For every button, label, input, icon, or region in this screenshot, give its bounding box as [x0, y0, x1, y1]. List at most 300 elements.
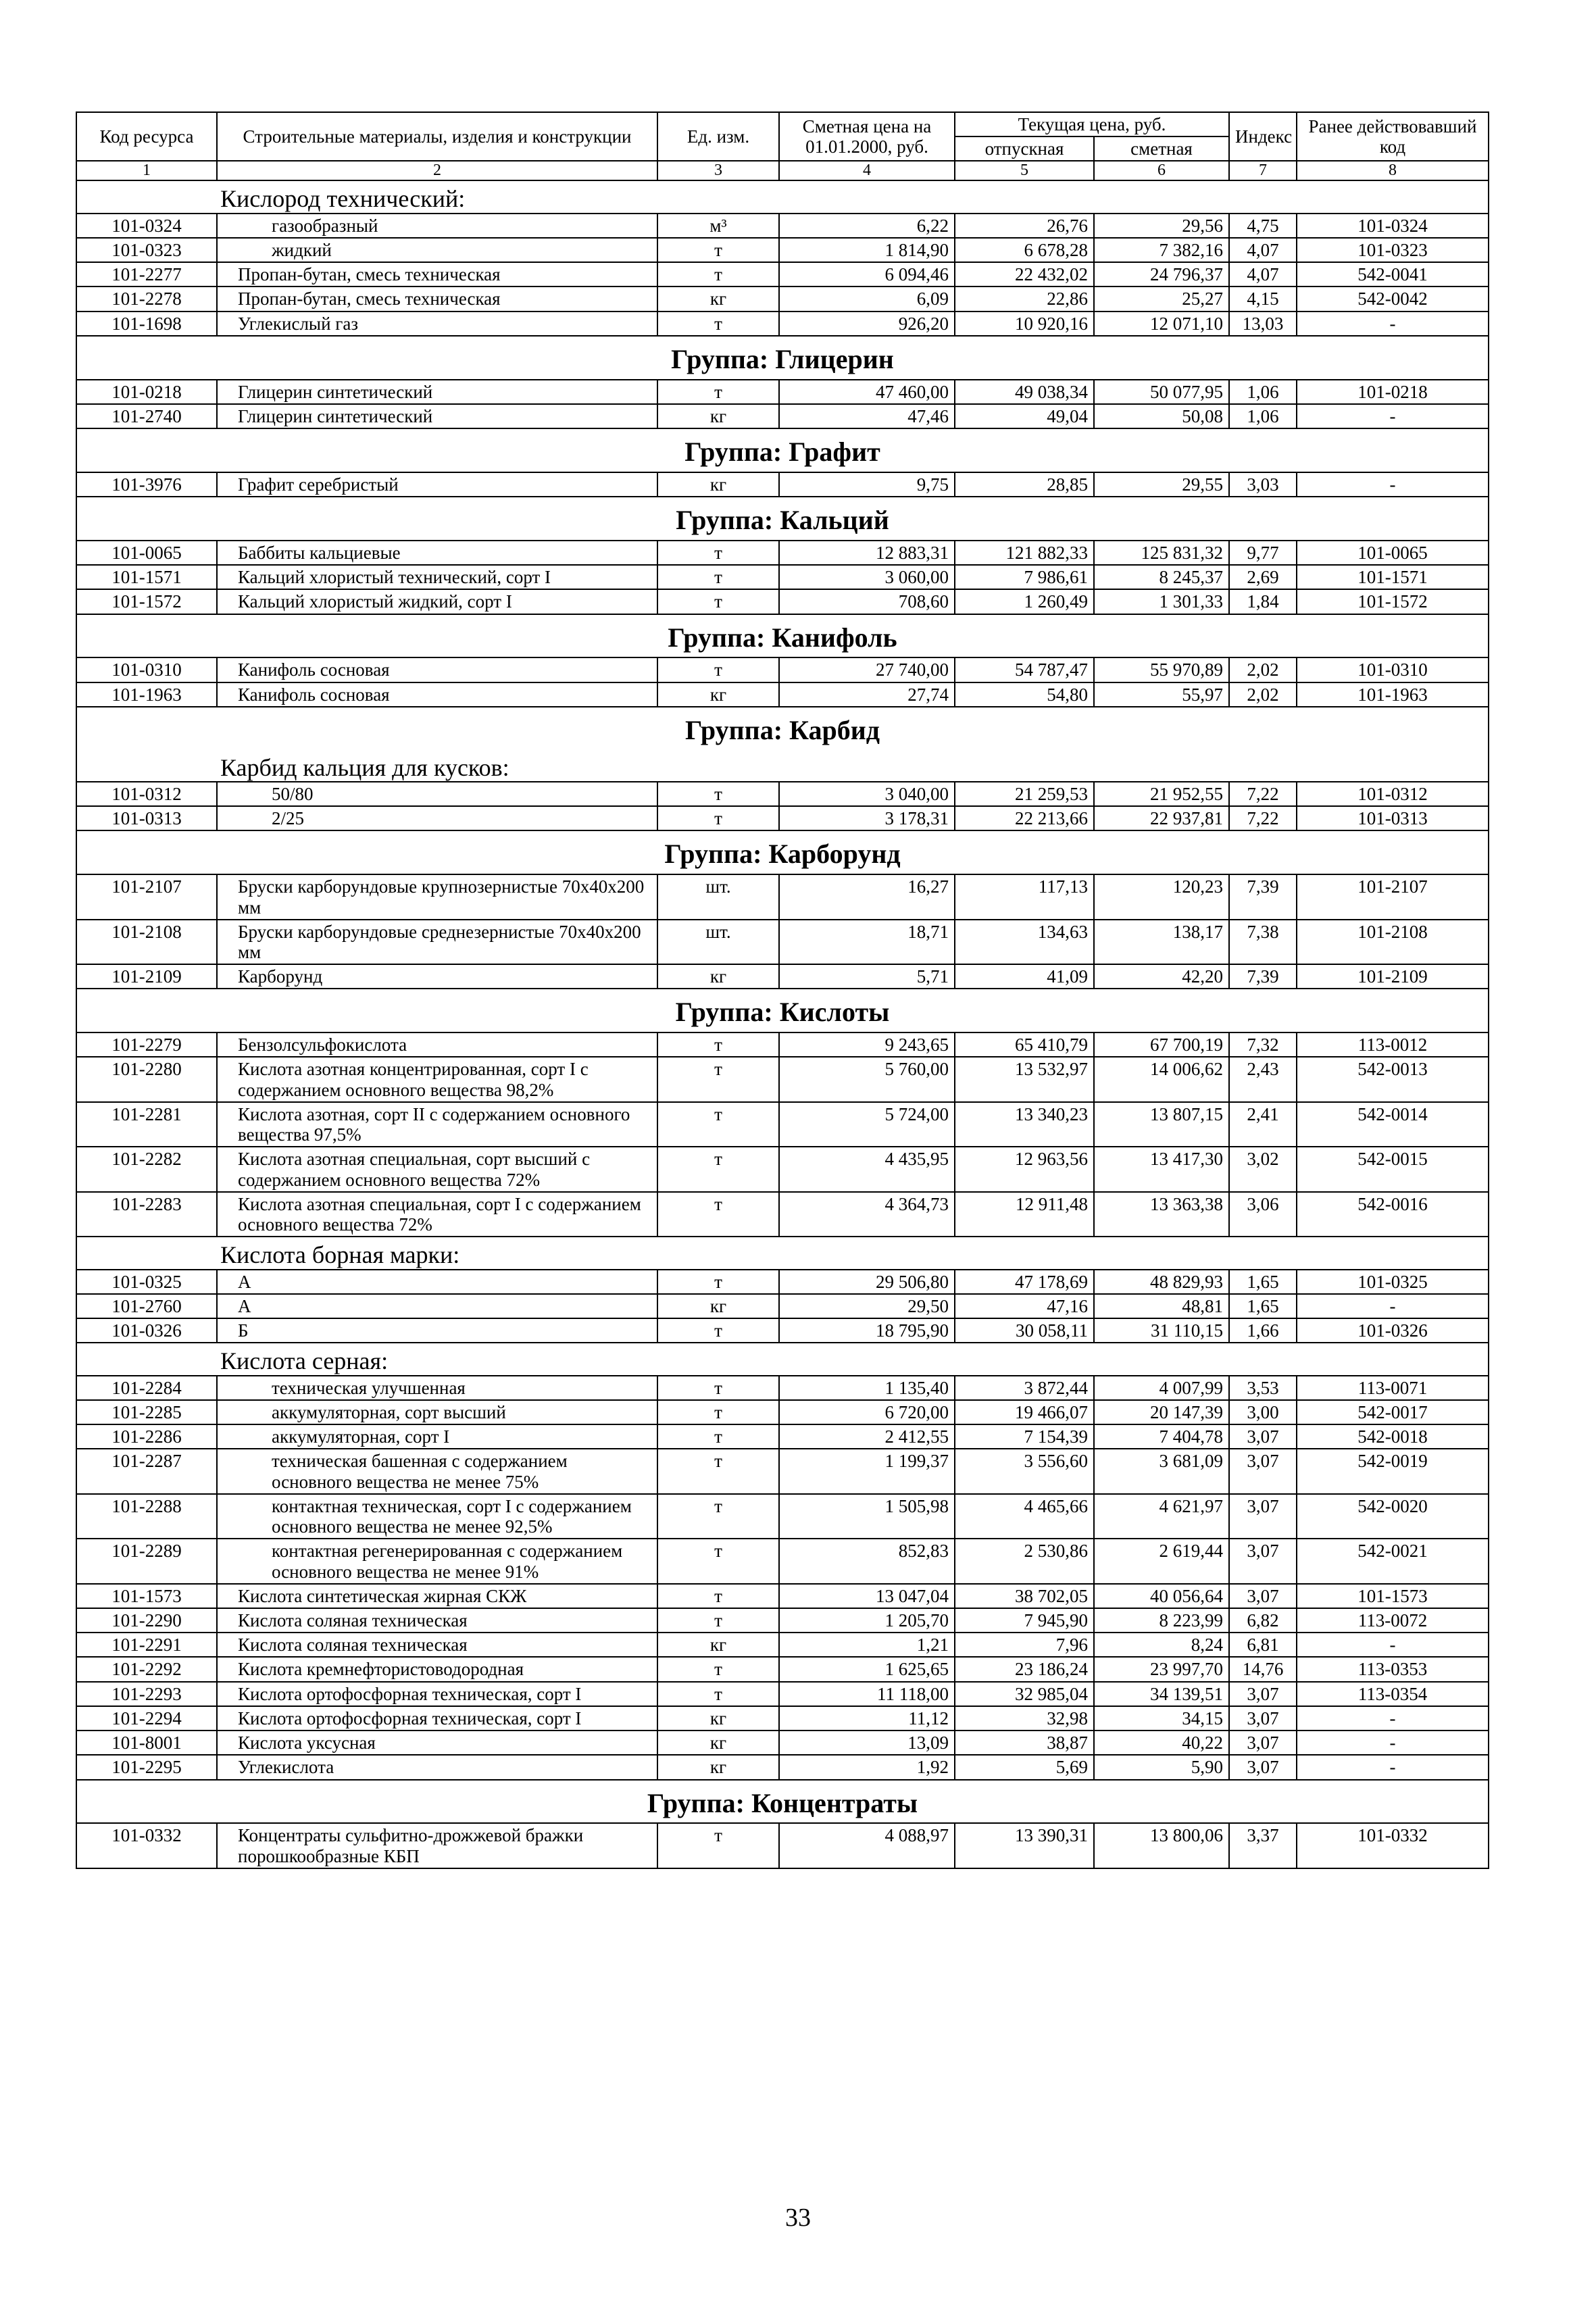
unit: т — [657, 1147, 779, 1191]
resource-code: 101-2286 — [76, 1424, 217, 1449]
table-row — [76, 1494, 1489, 1539]
unit: кг — [657, 964, 779, 989]
resource-code: 101-2280 — [76, 1057, 217, 1101]
unit: кг — [657, 287, 779, 311]
material-name: Кислота соляная техническая — [217, 1608, 657, 1633]
price-index: 13,03 — [1229, 312, 1297, 336]
wholesale-price: 22 432,02 — [955, 262, 1094, 287]
group-heading: Группа: Карборунд — [76, 830, 1489, 874]
material-name: контактная регенерированная с содержанием основного вещества не менее 91% — [217, 1539, 657, 1583]
previous-code: 101-0324 — [1297, 214, 1489, 238]
material-name: Кислота азотная, сорт II с содержанием основного вещества 97,5% — [217, 1102, 657, 1147]
wholesale-price: 10 920,16 — [955, 312, 1094, 336]
material-name: Углекислота — [217, 1755, 657, 1779]
base-price: 926,20 — [779, 312, 955, 336]
col-number: 2 — [217, 161, 657, 180]
resource-code: 101-2287 — [76, 1449, 217, 1493]
resource-code: 101-2282 — [76, 1147, 217, 1191]
unit: кг — [657, 1706, 779, 1731]
resource-code: 101-0323 — [76, 238, 217, 262]
price-index: 3,07 — [1229, 1706, 1297, 1731]
unit: кг — [657, 1633, 779, 1657]
wholesale-price: 38,87 — [955, 1731, 1094, 1755]
estimate-price: 8,24 — [1094, 1633, 1229, 1657]
previous-code: 101-1572 — [1297, 589, 1489, 614]
material-name: Кислота кремнефтористоводородная — [217, 1657, 657, 1681]
estimate-price: 14 006,62 — [1094, 1057, 1229, 1101]
price-index: 7,39 — [1229, 874, 1297, 919]
unit: т — [657, 1318, 779, 1343]
base-price: 3 040,00 — [779, 782, 955, 806]
table-row — [76, 287, 1489, 311]
unit: кг — [657, 404, 779, 428]
price-index: 7,38 — [1229, 920, 1297, 964]
wholesale-price: 49,04 — [955, 404, 1094, 428]
unit: кг — [657, 682, 779, 707]
resource-code: 101-0332 — [76, 1823, 217, 1868]
base-price: 18 795,90 — [779, 1318, 955, 1343]
table-row — [76, 565, 1489, 589]
unit: т — [657, 1657, 779, 1681]
material-name: Пропан-бутан, смесь техническая — [217, 262, 657, 287]
base-price: 13 047,04 — [779, 1584, 955, 1608]
previous-code: 113-0072 — [1297, 1608, 1489, 1633]
resource-code: 101-2288 — [76, 1494, 217, 1539]
table-row — [76, 1057, 1489, 1101]
material-name: Кислота уксусная — [217, 1731, 657, 1755]
resource-code: 101-1572 — [76, 589, 217, 614]
estimate-price: 29,55 — [1094, 472, 1229, 497]
subheading: Кислота серная: — [76, 1343, 1489, 1375]
table-row — [76, 1731, 1489, 1755]
material-name: аккумуляторная, сорт высший — [217, 1400, 657, 1424]
wholesale-price: 7 986,61 — [955, 565, 1094, 589]
estimate-price: 13 417,30 — [1094, 1147, 1229, 1191]
estimate-price: 8 245,37 — [1094, 565, 1229, 589]
col-header-base-price: Сметная цена на 01.01.2000, руб. — [779, 112, 955, 161]
unit: т — [657, 1539, 779, 1583]
resource-code: 101-2290 — [76, 1608, 217, 1633]
previous-code: 101-0312 — [1297, 782, 1489, 806]
table-row — [76, 1539, 1489, 1583]
base-price: 5,71 — [779, 964, 955, 989]
previous-code: 101-0313 — [1297, 806, 1489, 830]
estimate-price: 40 056,64 — [1094, 1584, 1229, 1608]
wholesale-price: 12 963,56 — [955, 1147, 1094, 1191]
price-index: 7,32 — [1229, 1032, 1297, 1057]
table-row — [76, 262, 1489, 287]
base-price: 11 118,00 — [779, 1682, 955, 1706]
page-number: 33 — [785, 2204, 811, 2232]
resource-code: 101-2294 — [76, 1706, 217, 1731]
resource-code: 101-2285 — [76, 1400, 217, 1424]
estimate-price: 24 796,37 — [1094, 262, 1229, 287]
wholesale-price: 1 260,49 — [955, 589, 1094, 614]
previous-code: 113-0354 — [1297, 1682, 1489, 1706]
previous-code: 542-0017 — [1297, 1400, 1489, 1424]
wholesale-price: 54,80 — [955, 682, 1094, 707]
material-name: 2/25 — [217, 806, 657, 830]
previous-code: 542-0014 — [1297, 1102, 1489, 1147]
estimate-price: 22 937,81 — [1094, 806, 1229, 830]
wholesale-price: 13 390,31 — [955, 1823, 1094, 1868]
wholesale-price: 22 213,66 — [955, 806, 1094, 830]
resource-code: 101-2740 — [76, 404, 217, 428]
price-index: 1,06 — [1229, 404, 1297, 428]
estimate-price: 138,17 — [1094, 920, 1229, 964]
col-number: 4 — [779, 161, 955, 180]
wholesale-price: 41,09 — [955, 964, 1094, 989]
group-heading: Группа: Кальций — [76, 497, 1489, 541]
table-row — [76, 1270, 1489, 1294]
table-row — [76, 1449, 1489, 1493]
wholesale-price: 21 259,53 — [955, 782, 1094, 806]
base-price: 27 740,00 — [779, 657, 955, 682]
resource-code: 101-2277 — [76, 262, 217, 287]
wholesale-price: 134,63 — [955, 920, 1094, 964]
group-heading-row — [76, 336, 1489, 380]
price-index: 1,06 — [1229, 380, 1297, 404]
previous-code: 101-0310 — [1297, 657, 1489, 682]
material-name: А — [217, 1270, 657, 1294]
unit: т — [657, 380, 779, 404]
price-index: 3,37 — [1229, 1823, 1297, 1868]
resource-code: 101-2281 — [76, 1102, 217, 1147]
table-row — [76, 541, 1489, 565]
estimate-price: 8 223,99 — [1094, 1608, 1229, 1633]
unit: т — [657, 1032, 779, 1057]
unit: т — [657, 1449, 779, 1493]
group-heading: Группа: Графит — [76, 428, 1489, 472]
wholesale-price: 7 945,90 — [955, 1608, 1094, 1633]
price-index: 2,02 — [1229, 682, 1297, 707]
price-index: 7,39 — [1229, 964, 1297, 989]
price-index: 3,02 — [1229, 1147, 1297, 1191]
price-index: 1,65 — [1229, 1294, 1297, 1318]
price-index: 3,07 — [1229, 1731, 1297, 1755]
price-index: 3,07 — [1229, 1424, 1297, 1449]
wholesale-price: 54 787,47 — [955, 657, 1094, 682]
group-heading: Группа: Кислоты — [76, 989, 1489, 1032]
previous-code: 542-0018 — [1297, 1424, 1489, 1449]
resource-code: 101-1698 — [76, 312, 217, 336]
material-name: Кислота ортофосфорная техническая, сорт I — [217, 1706, 657, 1731]
table-row — [76, 380, 1489, 404]
estimate-price: 50,08 — [1094, 404, 1229, 428]
resource-code: 101-2292 — [76, 1657, 217, 1681]
base-price: 2 412,55 — [779, 1424, 955, 1449]
material-name: Концентраты сульфитно-дрожжевой бражки порошкообразные КБП — [217, 1823, 657, 1868]
material-name: Глицерин синтетический — [217, 380, 657, 404]
base-price: 6,22 — [779, 214, 955, 238]
estimate-price: 48 829,93 — [1094, 1270, 1229, 1294]
col-number: 6 — [1094, 161, 1229, 180]
col-header-prev-code: Ранее действовавший код — [1297, 112, 1489, 161]
estimate-price: 7 382,16 — [1094, 238, 1229, 262]
unit: т — [657, 782, 779, 806]
table-row — [76, 806, 1489, 830]
base-price: 3 060,00 — [779, 565, 955, 589]
price-index: 2,41 — [1229, 1102, 1297, 1147]
wholesale-price: 5,69 — [955, 1755, 1094, 1779]
col-header-name: Строительные материалы, изделия и конструкции — [217, 112, 657, 161]
unit: кг — [657, 1731, 779, 1755]
resource-code: 101-2284 — [76, 1376, 217, 1400]
col-header-unit: Ед. изм. — [657, 112, 779, 161]
price-index: 3,00 — [1229, 1400, 1297, 1424]
base-price: 29 506,80 — [779, 1270, 955, 1294]
table-row — [76, 589, 1489, 614]
wholesale-price: 49 038,34 — [955, 380, 1094, 404]
wholesale-price: 7 154,39 — [955, 1424, 1094, 1449]
base-price: 1,92 — [779, 1755, 955, 1779]
estimate-price: 7 404,78 — [1094, 1424, 1229, 1449]
wholesale-price: 30 058,11 — [955, 1318, 1094, 1343]
resource-code: 101-2291 — [76, 1633, 217, 1657]
col-number: 8 — [1297, 161, 1489, 180]
estimate-price: 55 970,89 — [1094, 657, 1229, 682]
subheading-row — [76, 750, 1489, 782]
previous-code: 542-0042 — [1297, 287, 1489, 311]
price-index: 3,07 — [1229, 1682, 1297, 1706]
previous-code: - — [1297, 1633, 1489, 1657]
material-name: аккумуляторная, сорт I — [217, 1424, 657, 1449]
price-index: 3,07 — [1229, 1584, 1297, 1608]
resource-code: 101-0218 — [76, 380, 217, 404]
table-row — [76, 1294, 1489, 1318]
previous-code: 101-0325 — [1297, 1270, 1489, 1294]
table-row — [76, 682, 1489, 707]
group-heading-row — [76, 1780, 1489, 1824]
estimate-price: 13 363,38 — [1094, 1192, 1229, 1237]
material-name: Канифоль сосновая — [217, 657, 657, 682]
base-price: 12 883,31 — [779, 541, 955, 565]
material-name: Б — [217, 1318, 657, 1343]
material-name: Кальций хлористый технический, сорт I — [217, 565, 657, 589]
table-row — [76, 238, 1489, 262]
unit: т — [657, 1823, 779, 1868]
material-name: Карборунд — [217, 964, 657, 989]
unit: т — [657, 262, 779, 287]
base-price: 6 094,46 — [779, 262, 955, 287]
material-name: Пропан-бутан, смесь техническая — [217, 287, 657, 311]
col-header-estimate: сметная — [1094, 136, 1229, 161]
group-heading-row — [76, 707, 1489, 750]
material-name: техническая башенная с содержанием основного вещества не менее 75% — [217, 1449, 657, 1493]
base-price: 5 724,00 — [779, 1102, 955, 1147]
previous-code: 542-0041 — [1297, 262, 1489, 287]
resource-code: 101-2295 — [76, 1755, 217, 1779]
price-index: 3,06 — [1229, 1192, 1297, 1237]
unit: шт. — [657, 874, 779, 919]
estimate-price: 25,27 — [1094, 287, 1229, 311]
resource-code: 101-3976 — [76, 472, 217, 497]
resource-code: 101-2109 — [76, 964, 217, 989]
estimate-price: 125 831,32 — [1094, 541, 1229, 565]
wholesale-price: 3 556,60 — [955, 1449, 1094, 1493]
wholesale-price: 65 410,79 — [955, 1032, 1094, 1057]
table-row — [76, 312, 1489, 336]
price-index: 2,69 — [1229, 565, 1297, 589]
material-name: Кислота азотная специальная, сорт I с содержанием основного вещества 72% — [217, 1192, 657, 1237]
price-index: 14,76 — [1229, 1657, 1297, 1681]
col-number: 3 — [657, 161, 779, 180]
base-price: 27,74 — [779, 682, 955, 707]
wholesale-price: 4 465,66 — [955, 1494, 1094, 1539]
base-price: 16,27 — [779, 874, 955, 919]
base-price: 47 460,00 — [779, 380, 955, 404]
price-table — [76, 111, 1489, 1869]
wholesale-price: 121 882,33 — [955, 541, 1094, 565]
table-row — [76, 964, 1489, 989]
table-row — [76, 1682, 1489, 1706]
previous-code: 542-0019 — [1297, 1449, 1489, 1493]
subheading-row — [76, 1237, 1489, 1269]
estimate-price: 5,90 — [1094, 1755, 1229, 1779]
resource-code: 101-2108 — [76, 920, 217, 964]
group-heading: Группа: Карбид — [76, 707, 1489, 750]
col-header-wholesale: отпускная — [955, 136, 1094, 161]
estimate-price: 55,97 — [1094, 682, 1229, 707]
unit: м³ — [657, 214, 779, 238]
table-row — [76, 657, 1489, 682]
material-name: контактная техническая, сорт I с содержанием основного вещества не менее 92,5% — [217, 1494, 657, 1539]
col-header-current-price: Текущая цена, руб. — [955, 112, 1229, 136]
base-price: 1 814,90 — [779, 238, 955, 262]
table-row — [76, 1032, 1489, 1057]
price-index: 4,15 — [1229, 287, 1297, 311]
previous-code: 113-0071 — [1297, 1376, 1489, 1400]
table-row — [76, 1823, 1489, 1868]
price-index: 4,07 — [1229, 262, 1297, 287]
material-name: Баббиты кальциевые — [217, 541, 657, 565]
material-name: Кислота ортофосфорная техническая, сорт I — [217, 1682, 657, 1706]
price-table-page — [76, 111, 1488, 1869]
base-price: 6,09 — [779, 287, 955, 311]
estimate-price: 12 071,10 — [1094, 312, 1229, 336]
price-index: 4,07 — [1229, 238, 1297, 262]
estimate-price: 13 807,15 — [1094, 1102, 1229, 1147]
resource-code: 101-0325 — [76, 1270, 217, 1294]
material-name: Кальций хлористый жидкий, сорт I — [217, 589, 657, 614]
price-index: 3,07 — [1229, 1755, 1297, 1779]
previous-code: - — [1297, 1294, 1489, 1318]
unit: т — [657, 1057, 779, 1101]
table-row — [76, 782, 1489, 806]
base-price: 6 720,00 — [779, 1400, 955, 1424]
price-index: 1,66 — [1229, 1318, 1297, 1343]
resource-code: 101-0065 — [76, 541, 217, 565]
table-row — [76, 1147, 1489, 1191]
estimate-price: 13 800,06 — [1094, 1823, 1229, 1868]
wholesale-price: 2 530,86 — [955, 1539, 1094, 1583]
wholesale-price: 13 532,97 — [955, 1057, 1094, 1101]
material-name: Кислота азотная концентрированная, сорт I с содержанием основного вещества 98,2% — [217, 1057, 657, 1101]
unit: т — [657, 1494, 779, 1539]
estimate-price: 120,23 — [1094, 874, 1229, 919]
material-name: А — [217, 1294, 657, 1318]
previous-code: 113-0353 — [1297, 1657, 1489, 1681]
resource-code: 101-2283 — [76, 1192, 217, 1237]
table-row — [76, 1424, 1489, 1449]
price-index: 3,07 — [1229, 1494, 1297, 1539]
wholesale-price: 117,13 — [955, 874, 1094, 919]
previous-code: - — [1297, 472, 1489, 497]
previous-code: 101-1573 — [1297, 1584, 1489, 1608]
table-row — [76, 1376, 1489, 1400]
material-name: Кислота синтетическая жирная СКЖ — [217, 1584, 657, 1608]
estimate-price: 67 700,19 — [1094, 1032, 1229, 1057]
wholesale-price: 6 678,28 — [955, 238, 1094, 262]
wholesale-price: 32,98 — [955, 1706, 1094, 1731]
previous-code: 101-0326 — [1297, 1318, 1489, 1343]
material-name: Кислота азотная специальная, сорт высший с содержанием основного вещества 72% — [217, 1147, 657, 1191]
table-row — [76, 404, 1489, 428]
unit: т — [657, 1608, 779, 1633]
previous-code: 101-2108 — [1297, 920, 1489, 964]
col-number: 5 — [955, 161, 1094, 180]
material-name: 50/80 — [217, 782, 657, 806]
price-index: 2,02 — [1229, 657, 1297, 682]
wholesale-price: 26,76 — [955, 214, 1094, 238]
table-row — [76, 1608, 1489, 1633]
table-row — [76, 1584, 1489, 1608]
estimate-price: 3 681,09 — [1094, 1449, 1229, 1493]
unit: т — [657, 238, 779, 262]
resource-code: 101-2107 — [76, 874, 217, 919]
estimate-price: 34,15 — [1094, 1706, 1229, 1731]
col-number: 1 — [76, 161, 217, 180]
previous-code: 542-0013 — [1297, 1057, 1489, 1101]
estimate-price: 4 621,97 — [1094, 1494, 1229, 1539]
wholesale-price: 7,96 — [955, 1633, 1094, 1657]
table-row — [76, 1755, 1489, 1779]
resource-code: 101-2278 — [76, 287, 217, 311]
material-name: техническая улучшенная — [217, 1376, 657, 1400]
unit: т — [657, 1682, 779, 1706]
previous-code: 101-2107 — [1297, 874, 1489, 919]
resource-code: 101-1573 — [76, 1584, 217, 1608]
resource-code: 101-8001 — [76, 1731, 217, 1755]
unit: т — [657, 657, 779, 682]
material-name: Глицерин синтетический — [217, 404, 657, 428]
base-price: 9,75 — [779, 472, 955, 497]
group-heading-row — [76, 989, 1489, 1032]
price-index: 7,22 — [1229, 806, 1297, 830]
base-price: 11,12 — [779, 1706, 955, 1731]
base-price: 29,50 — [779, 1294, 955, 1318]
wholesale-price: 13 340,23 — [955, 1102, 1094, 1147]
estimate-price: 21 952,55 — [1094, 782, 1229, 806]
previous-code: 101-0332 — [1297, 1823, 1489, 1868]
wholesale-price: 47,16 — [955, 1294, 1094, 1318]
wholesale-price: 23 186,24 — [955, 1657, 1094, 1681]
wholesale-price: 32 985,04 — [955, 1682, 1094, 1706]
resource-code: 101-0313 — [76, 806, 217, 830]
wholesale-price: 12 911,48 — [955, 1192, 1094, 1237]
table-row — [76, 920, 1489, 964]
previous-code: 101-0323 — [1297, 238, 1489, 262]
wholesale-price: 22,86 — [955, 287, 1094, 311]
resource-code: 101-1963 — [76, 682, 217, 707]
subheading: Кислород технический: — [76, 180, 1489, 213]
estimate-price: 34 139,51 — [1094, 1682, 1229, 1706]
price-index: 3,07 — [1229, 1449, 1297, 1493]
subheading-row — [76, 180, 1489, 213]
price-index: 9,77 — [1229, 541, 1297, 565]
price-index: 6,82 — [1229, 1608, 1297, 1633]
estimate-price: 1 301,33 — [1094, 589, 1229, 614]
